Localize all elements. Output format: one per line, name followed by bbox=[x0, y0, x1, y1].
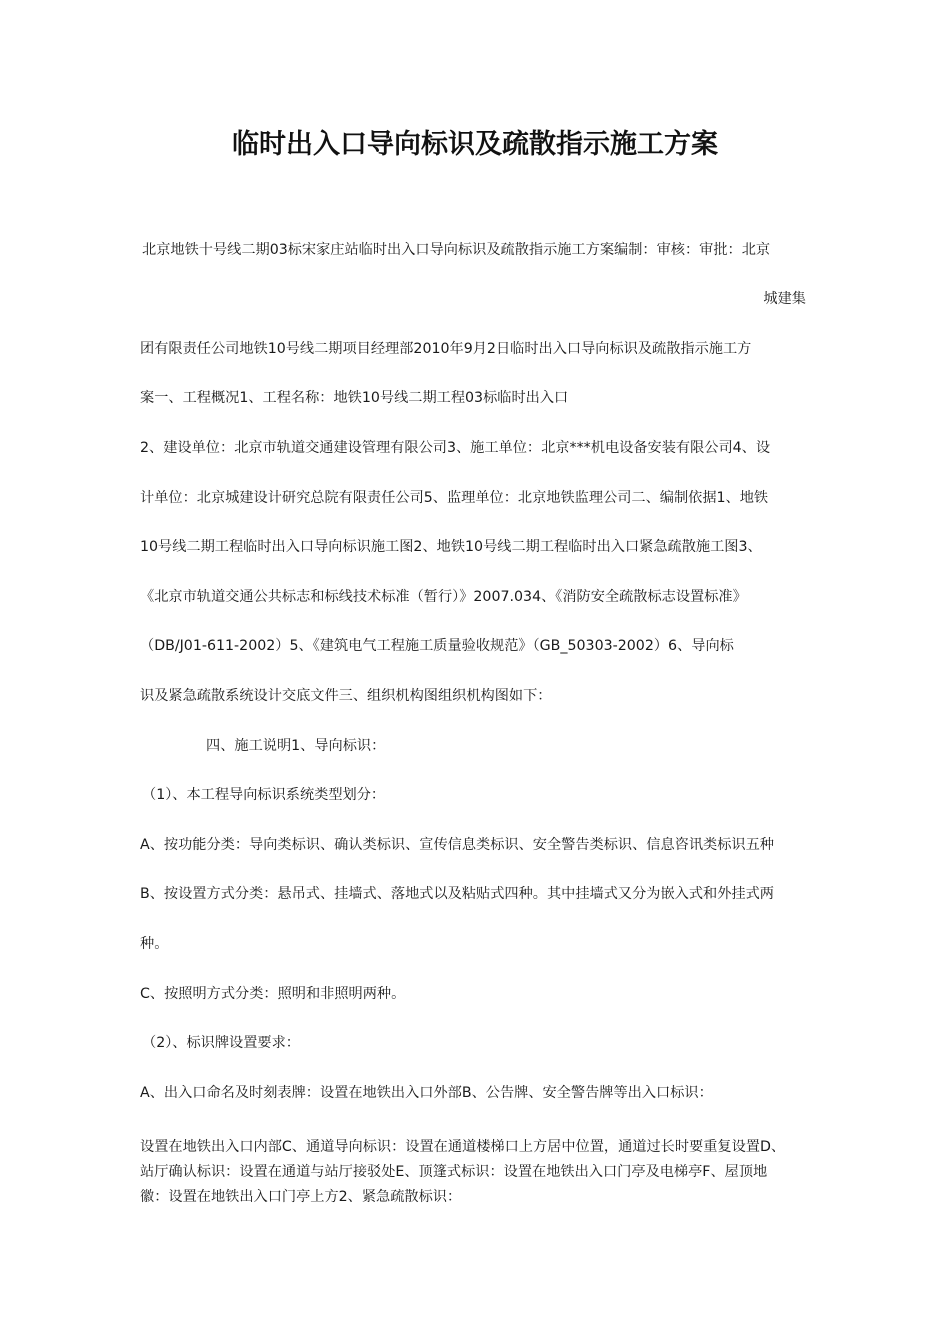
body-line: 2、建设单位：北京市轨道交通建设管理有限公司3、施工单位：北京***机电设备安装有限公司4、设 bbox=[140, 440, 771, 456]
body-line: C、按照明方式分类：照明和非照明两种。 bbox=[140, 986, 406, 1002]
subsection-heading: （2）、标识牌设置要求： bbox=[142, 1035, 300, 1051]
body-line: 北京地铁十号线二期03标宋家庄站临时出入口导向标识及疏散指示施工方案编制：审核：审批：北京 bbox=[142, 242, 771, 258]
subsection-heading: （1）、本工程导向标识系统类型划分： bbox=[142, 787, 386, 803]
body-line: 设置在地铁出入口内部C、通道导向标识：设置在通道楼梯口上方居中位置，通道过长时要重复设置D、 bbox=[140, 1139, 786, 1155]
body-line: A、按功能分类：导向类标识、确认类标识、宣传信息类标识、安全警告类标识、信息咨讯类标识五种 bbox=[140, 837, 774, 853]
body-line: A、出入口命名及时刻表牌：设置在地铁出入口外部B、公告牌、安全警告牌等出入口标识： bbox=[140, 1085, 713, 1101]
body-line: 识及紧急疏散系统设计交底文件三、组织机构图组织机构图如下： bbox=[140, 688, 552, 704]
body-line: B、按设置方式分类：悬吊式、挂墙式、落地式以及粘贴式四种。其中挂墙式又分为嵌入式和外挂式两 bbox=[140, 886, 774, 902]
body-line: （DB/J01-611-2002）5、《建筑电气工程施工质量验收规范》（GB_50303-2002）6、导向标 bbox=[140, 638, 734, 654]
body-line: 《北京市轨道交通公共标志和标线技术标准（暂行）》2007.034、《消防安全疏散标志设置标准》 bbox=[140, 589, 747, 605]
document-title: 临时出入口导向标识及疏散指示施工方案 bbox=[232, 129, 718, 160]
body-line: 城建集 bbox=[763, 291, 806, 307]
body-line: 10号线二期工程临时出入口导向标识施工图2、地铁10号线二期工程临时出入口紧急疏散施工图3、 bbox=[140, 539, 762, 555]
body-line: 站厅确认标识：设置在通道与站厅接驳处E、顶篷式标识：设置在地铁出入口门亭及电梯亭F、屋顶地 bbox=[140, 1164, 768, 1180]
body-line: 种。 bbox=[140, 936, 169, 952]
section-heading: 四、施工说明1、导向标识： bbox=[206, 738, 386, 754]
body-line: 计单位：北京城建设计研究总院有限责任公司5、监理单位：北京地铁监理公司二、编制依据1、地铁 bbox=[140, 490, 769, 506]
body-line: 徽：设置在地铁出入口门亭上方2、紧急疏散标识： bbox=[140, 1189, 462, 1205]
body-line: 团有限责任公司地铁10号线二期项目经理部2010年9月2日临时出入口导向标识及疏散指示施工方 bbox=[140, 341, 752, 357]
final-paragraph bbox=[140, 1135, 830, 1210]
body-line: 案一、工程概况1、工程名称：地铁10号线二期工程03标临时出入口 bbox=[140, 390, 569, 406]
